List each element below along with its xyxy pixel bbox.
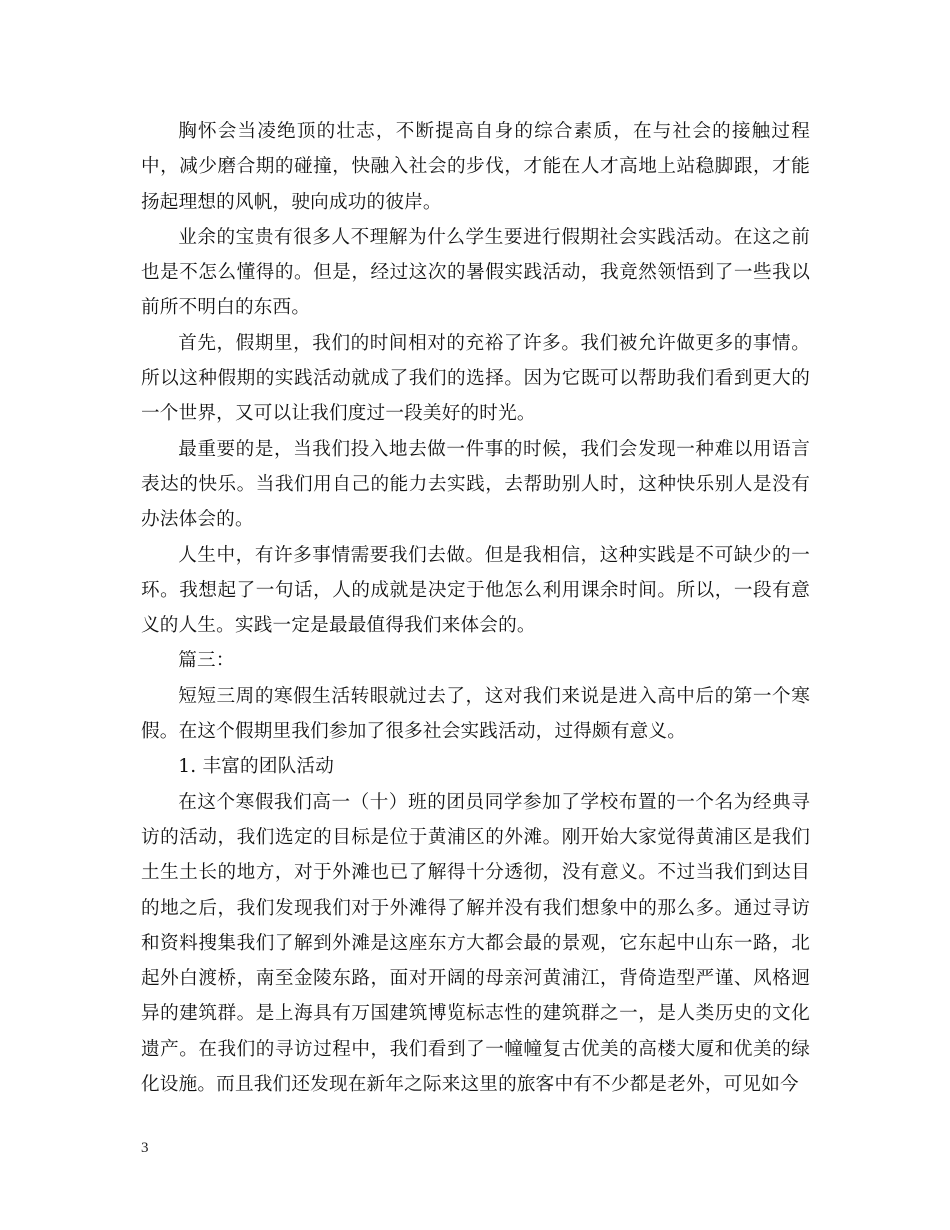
body-text	[141, 114, 810, 1102]
subsection-heading: 1. 丰富的团队活动	[178, 756, 334, 778]
paragraph-3: 首先，假期里，我们的时间相对的充裕了许多。我们被允许做更多的事情。所以这种假期的实践活动就成了我们的选择。因为它既可以帮助我们看到更大的一个世界，又可以让我们度过一段美好的时光。	[141, 332, 810, 425]
paragraph-2: 业余的宝贵有很多人不理解为什么学生要进行假期社会实践活动。在这之前也是不怎么懂得的。但是，经过这次的暑假实践活动，我竟然领悟到了一些我以前所不明白的东西。	[141, 226, 810, 319]
paragraph-6: 短短三周的寒假生活转眼就过去了，这对我们来说是进入高中后的第一个寒假。在这个假期里我们参加了很多社会实践活动，过得颇有意义。	[141, 685, 810, 743]
paragraph-5: 人生中，有许多事情需要我们去做。但是我相信，这种实践是不可缺少的一环。我想起了一句话，人的成就是决定于他怎么利用课余时间。所以，一段有意义的人生。实践一定是最最值得我们来体会的。	[141, 544, 810, 637]
paragraph-1: 胸怀会当凌绝顶的壮志，不断提高自身的综合素质，在与社会的接触过程中，减少磨合期的碰撞，快融入社会的步伐，才能在人才高地上站稳脚跟，才能扬起理想的风帆，驶向成功的彼岸。	[141, 121, 810, 213]
page-number: 3	[141, 1140, 149, 1156]
section-heading: 篇三：	[178, 650, 235, 672]
paragraph-7: 在这个寒假我们高一（十）班的团员同学参加了学校布置的一个名为经典寻访的活动，我们选定的目标是位于黄浦区的外滩。刚开始大家觉得黄浦区是我们土生土长的地方，对于外滩也已了解得十分透彻，没有意义。不过当我们到达目的地之后，我们发现我们对于外滩得了解并没有我们想象中的那么多。通过寻访和资料搜集我们了解到外滩是这座东方大都会最的景观，它东起中山东一路，北起外白渡桥，南至金陵东路，面对开阔的母亲河黄浦江，背倚造型严谨、风格迥异的建筑群。是上海具有万国建筑博览标志性的建筑群之一，是人类历史的文化遗产。在我们的寻访过程中，我们看到了一幢幢复古优美的高楼大厦和优美的绿化设施。而且我们还发现在新年之际来这里的旅客中有不少都是老外，可见如今	[141, 791, 810, 1096]
paragraph-4: 最重要的是，当我们投入地去做一件事的时候，我们会发现一种难以用语言表达的快乐。当我们用自己的能力去实践，去帮助别人时，这种快乐别人是没有办法体会的。	[141, 438, 810, 531]
